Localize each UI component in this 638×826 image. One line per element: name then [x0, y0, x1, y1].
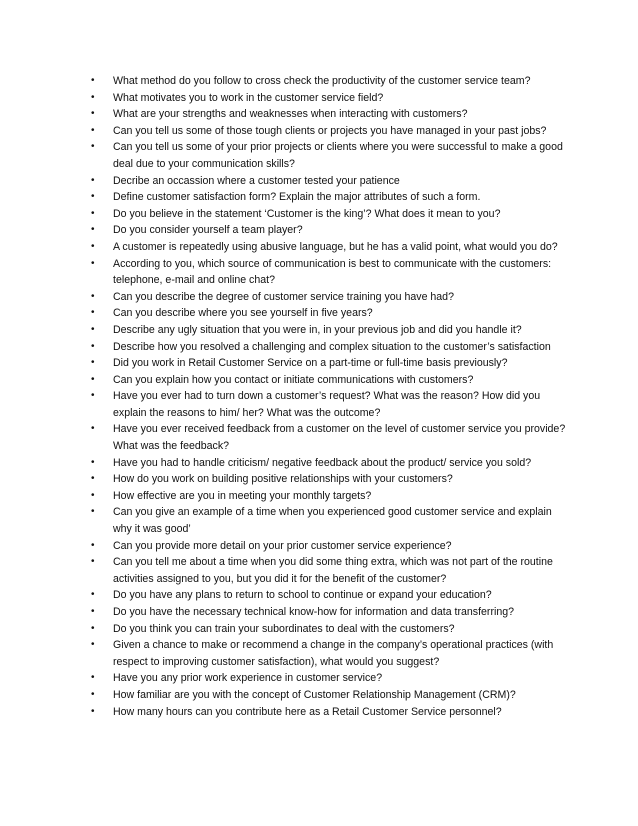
- list-item: [90, 471, 570, 488]
- list-item: [90, 123, 570, 140]
- question-text: Do you have the necessary technical know-how for information and data transferring?: [113, 606, 515, 618]
- question-text: Can you provide more detail on your prior customer service experience?: [113, 539, 452, 552]
- question-text: According to you, which source of communication is best to communicate with the customers: telephone, e-mail and online chat?: [113, 257, 552, 287]
- list-item: [90, 339, 570, 356]
- bullet-icon: •: [91, 91, 95, 103]
- list-item: [90, 289, 570, 306]
- question-text: Can you describe the degree of customer service training you have had?: [113, 290, 454, 303]
- list-item: [90, 355, 570, 372]
- list-item: [90, 189, 570, 206]
- list-item: [90, 322, 570, 339]
- question-text: Do you believe in the statement ‘Customer is the king’? What does it mean to you?: [113, 207, 501, 220]
- bullet-icon: •: [91, 705, 95, 717]
- bullet-icon: •: [91, 340, 95, 352]
- question-text: Can you tell us some of your prior projects or clients where you were successful to make a good deal due to your communication skills?: [113, 141, 563, 170]
- list-item: [90, 538, 570, 555]
- list-item: [90, 206, 570, 223]
- list-item: [90, 455, 570, 472]
- question-text: How many hours can you contribute here as a Retail Customer Service personnel?: [113, 705, 502, 718]
- question-text: What motivates you to work in the customer service field?: [113, 91, 384, 104]
- bullet-icon: •: [91, 423, 95, 435]
- bullet-icon: •: [91, 622, 95, 634]
- list-item: [90, 670, 570, 687]
- bullet-icon: •: [91, 606, 95, 617]
- bullet-icon: •: [91, 257, 95, 269]
- question-text: What are your strengths and weaknesses when interacting with customers?: [113, 108, 468, 121]
- list-item: [90, 139, 570, 172]
- bullet-icon: •: [91, 224, 95, 236]
- bullet-icon: •: [91, 75, 95, 86]
- list-item: [90, 621, 570, 638]
- list-item: [90, 637, 570, 670]
- bullet-icon: •: [91, 539, 95, 551]
- list-item: [90, 73, 570, 90]
- bullet-icon: •: [91, 390, 95, 402]
- list-item: [90, 704, 570, 721]
- list-item: [90, 305, 570, 322]
- question-text: Decribe an occassion where a customer tested your patience: [113, 174, 400, 187]
- question-text: How do you work on building positive relationships with your customers?: [113, 473, 453, 486]
- question-text: Did you work in Retail Customer Service on a part-time or full-time basis previously?: [113, 357, 508, 370]
- bullet-icon: •: [91, 191, 95, 203]
- question-text: How familiar are you with the concept of Customer Relationship Management (CRM)?: [113, 688, 516, 701]
- bullet-icon: •: [91, 688, 95, 700]
- question-text: How effective are you in meeting your monthly targets?: [113, 489, 372, 502]
- question-text: Given a chance to make or recommend a change in the company’s operational practices (with respect to improving customer satisfaction), what would you suggest?: [113, 639, 554, 668]
- list-item: [90, 173, 570, 190]
- list-item: [90, 587, 570, 604]
- list-item: [90, 687, 570, 704]
- list-item: [90, 239, 570, 256]
- bullet-icon: •: [91, 373, 95, 385]
- list-item: [90, 372, 570, 389]
- list-item: [90, 488, 570, 505]
- bullet-icon: •: [91, 290, 95, 302]
- question-text: A customer is repeatedly using abusive language, but he has a valid point, what would you do?: [113, 240, 558, 253]
- question-text: Define customer satisfaction form? Explain the major attributes of such a form.: [113, 191, 481, 204]
- question-text: Do you have any plans to return to school to continue or expand your education?: [113, 589, 492, 602]
- bullet-icon: •: [91, 323, 95, 335]
- question-text: Have you any prior work experience in customer service?: [113, 672, 383, 685]
- bullet-icon: •: [91, 672, 95, 684]
- question-text: Do you consider yourself a team player?: [113, 224, 303, 237]
- bullet-icon: •: [91, 456, 95, 468]
- bullet-icon: •: [91, 207, 95, 219]
- bullet-icon: •: [91, 124, 95, 136]
- bullet-icon: •: [91, 174, 95, 186]
- question-text: Have you ever received feedback from a customer on the level of customer service you provide? What was the feedback?: [113, 423, 566, 453]
- question-text: What method do you follow to cross check the productivity of the customer service team?: [113, 75, 531, 87]
- question-text: Can you tell me about a time when you did some thing extra, which was not part of the routine activities assigned to you, but you did it for the benefit of the customer?: [113, 556, 553, 585]
- question-text: Have you ever had to turn down a customer’s request? What was the reason? How did you explain the reasons to him/ her? What was the outcome?: [113, 390, 541, 419]
- question-text: Can you describe where you see yourself in five years?: [113, 307, 373, 320]
- bullet-icon: •: [91, 141, 95, 153]
- question-text: Can you tell us some of those tough clients or projects you have managed in your past jobs?: [113, 124, 547, 137]
- list-item: [90, 106, 570, 123]
- bullet-icon: •: [91, 506, 95, 518]
- bullet-icon: •: [91, 357, 95, 369]
- list-item: [90, 222, 570, 239]
- question-text: Can you give an example of a time when you experienced good customer service and explain why it was good’: [113, 506, 552, 536]
- question-text: Describe any ugly situation that you were in, in your previous job and did you handle it?: [113, 323, 522, 336]
- bullet-icon: •: [91, 556, 95, 568]
- list-item: [90, 421, 570, 454]
- bullet-icon: •: [91, 589, 95, 601]
- list-item: [90, 256, 570, 289]
- bullet-icon: •: [91, 473, 95, 485]
- question-text: Have you had to handle criticism/ negative feedback about the product/ service you sold?: [113, 456, 532, 469]
- list-item: [90, 388, 570, 421]
- question-list: [90, 73, 570, 720]
- list-item: [90, 604, 570, 621]
- list-item: [90, 90, 570, 107]
- bullet-icon: •: [91, 240, 95, 252]
- bullet-icon: •: [91, 489, 95, 501]
- bullet-icon: •: [91, 108, 95, 120]
- list-item: [90, 554, 570, 587]
- list-item: [90, 504, 570, 537]
- bullet-icon: •: [91, 639, 95, 651]
- question-text: Can you explain how you contact or initiate communications with customers?: [113, 373, 474, 386]
- question-text: Do you think you can train your subordinates to deal with the customers?: [113, 622, 455, 635]
- bullet-icon: •: [91, 307, 95, 319]
- question-text: Describe how you resolved a challenging and complex situation to the customer’s satisfaction: [113, 340, 551, 353]
